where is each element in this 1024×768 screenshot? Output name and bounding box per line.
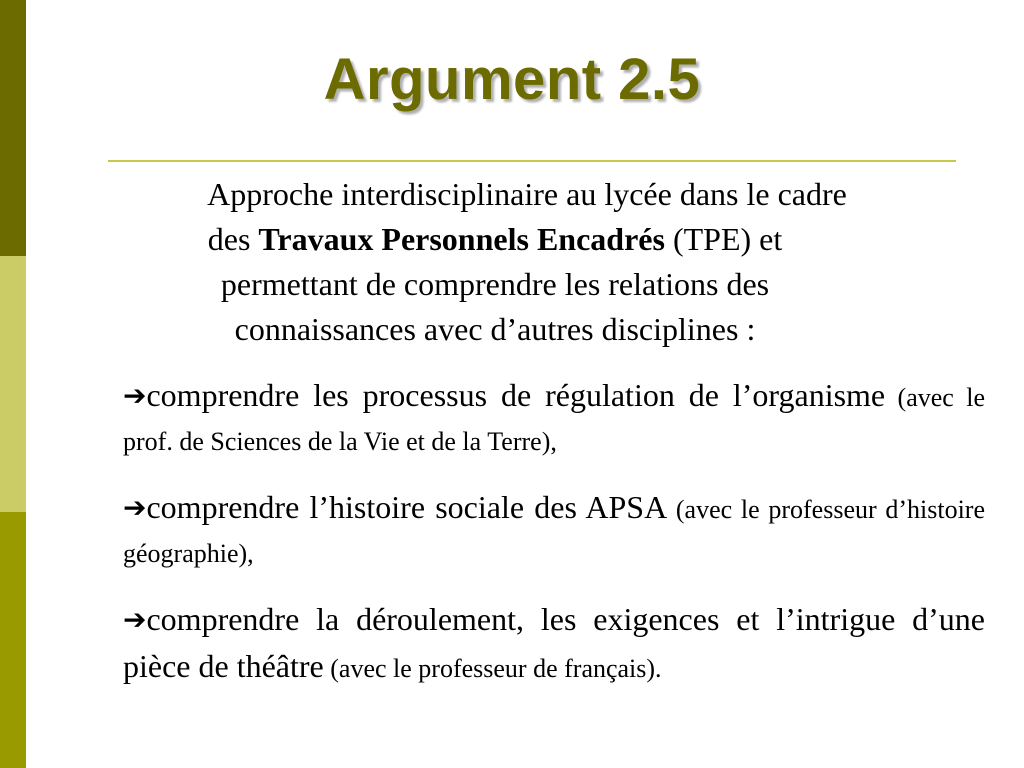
bullet-aside-text: (avec le professeur de français). bbox=[323, 654, 662, 683]
side-bar-bottom bbox=[0, 512, 26, 768]
bullet-main-text: comprendre les processus de régulation de l’organisme bbox=[146, 377, 886, 413]
bullet-list bbox=[123, 375, 985, 714]
side-bar-top bbox=[0, 0, 26, 256]
slide-title: Argument 2.5 bbox=[323, 47, 701, 112]
list-item bbox=[123, 487, 985, 578]
list-item bbox=[123, 599, 985, 693]
bullet-aside-text: (avec le professeur d’histoire géographie), bbox=[123, 495, 985, 568]
bullet-main-text: comprendre la déroulement, les exigences et l’intrigue d’une pièce de théâtre bbox=[123, 601, 985, 684]
list-item bbox=[123, 375, 985, 466]
bullet-aside-text: (avec le prof. de Sciences de la Vie et de la Terre), bbox=[123, 383, 986, 456]
intro-text-1: Approche interdisciplinaire au lycée dans le cadre des bbox=[207, 176, 847, 257]
title-divider bbox=[108, 160, 956, 162]
intro-text-2: (TPE) et permettant de comprendre les relations des connaissances avec d’autres disciplines : bbox=[220, 221, 783, 347]
arrow-right-icon: ➔ bbox=[123, 603, 147, 636]
arrow-right-icon: ➔ bbox=[123, 491, 147, 524]
side-bar-middle bbox=[0, 256, 26, 512]
intro-paragraph bbox=[140, 172, 850, 352]
arrow-right-icon: ➔ bbox=[123, 379, 147, 412]
bullet-main-text: comprendre l’histoire sociale des APSA bbox=[146, 489, 668, 525]
intro-bold-text: Travaux Personnels Encadrés bbox=[258, 221, 665, 257]
